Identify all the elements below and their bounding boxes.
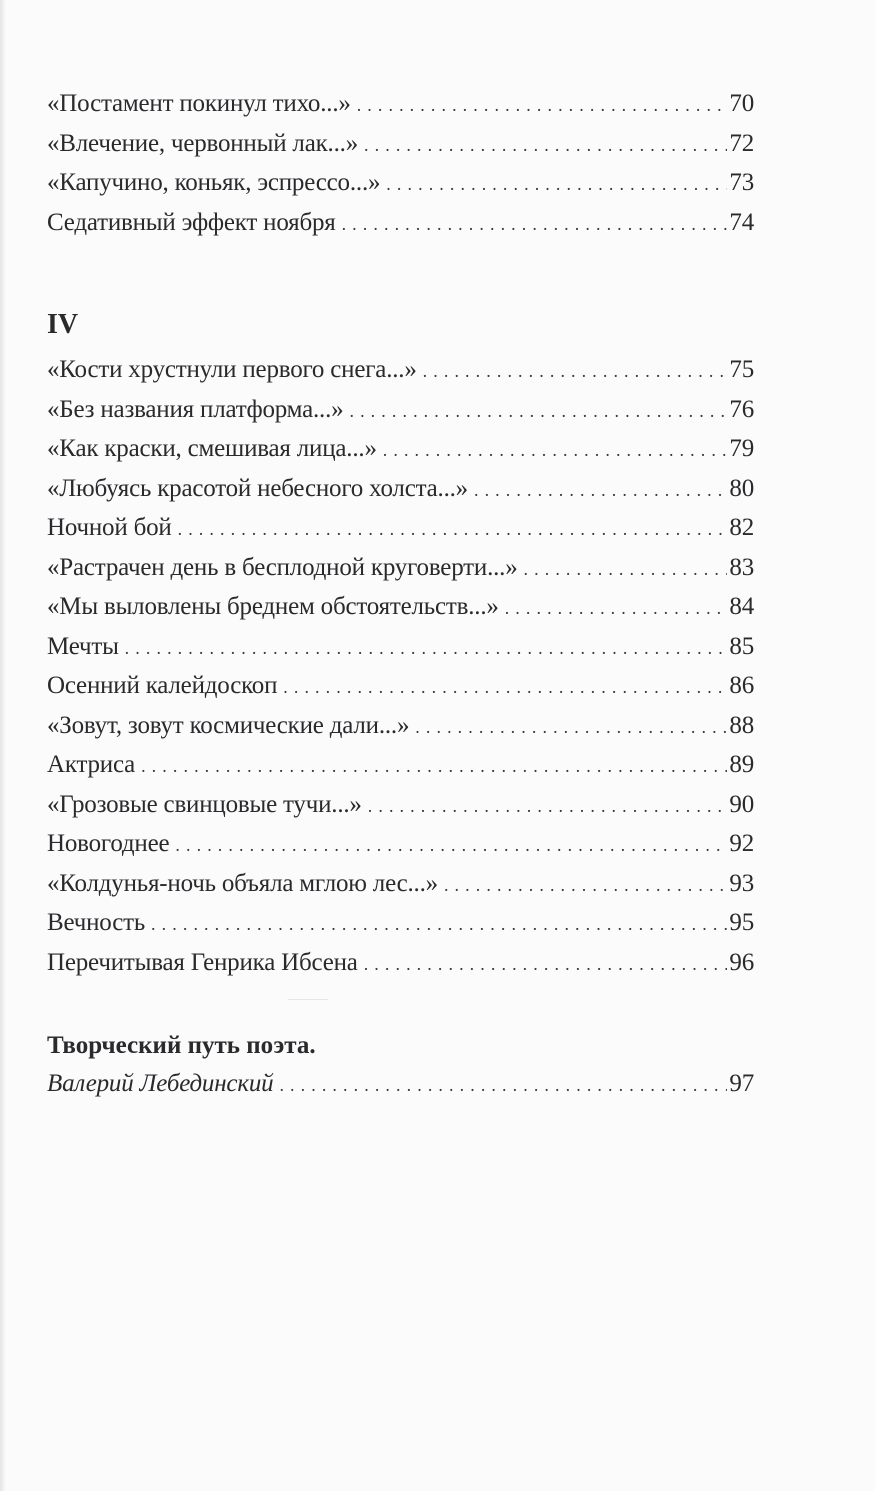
dot-leader — [283, 668, 727, 708]
toc-entry — [47, 666, 754, 706]
entry-page: 73 — [729, 169, 754, 196]
entry-page: 80 — [729, 474, 754, 502]
entry-title: «Влечение, червонный лак...» — [47, 129, 359, 157]
entry-title: «Грозовые свинцовые тучи...» — [47, 790, 362, 818]
dot-leader — [279, 1066, 727, 1106]
entry-page: 92 — [729, 830, 754, 857]
toc-entry — [47, 706, 754, 746]
essay-title: Творческий путь поэта. — [47, 1032, 316, 1059]
toc-entry — [47, 864, 754, 904]
entry-title: «Любуясь красотой небесного холста...» — [47, 474, 468, 502]
entry-page: 74 — [729, 208, 754, 236]
entry-title: Седативный эффект ноября — [47, 208, 336, 236]
toc-entry — [47, 469, 754, 509]
entry-page: 84 — [729, 593, 754, 620]
dot-leader — [368, 787, 728, 827]
dot-leader — [151, 905, 727, 945]
toc-essay — [47, 1028, 754, 1104]
toc-entry — [47, 903, 754, 943]
dot-leader — [415, 708, 727, 748]
dot-leader — [141, 747, 727, 787]
entry-title: «Кости хрустнули первого снега...» — [47, 356, 417, 383]
entry-title: «Постамент покинул тихо...» — [47, 90, 351, 117]
dot-leader — [357, 86, 728, 126]
toc-entry — [47, 785, 754, 825]
dot-leader — [178, 510, 728, 550]
toc-entry — [47, 429, 754, 469]
toc-entry — [47, 548, 754, 588]
divider — [288, 999, 328, 1000]
dot-leader — [125, 629, 728, 669]
dot-leader — [524, 550, 728, 590]
toc-entry — [47, 203, 754, 243]
entry-page: 95 — [729, 909, 754, 936]
entry-title: «Растрачен день в бесплодной круговерти...» — [47, 553, 518, 581]
dot-leader — [342, 205, 728, 245]
dot-leader — [383, 431, 728, 471]
entry-page: 72 — [729, 129, 754, 157]
toc-entry — [47, 745, 754, 785]
page-edge-shadow — [0, 0, 6, 1491]
entry-page: 70 — [729, 90, 754, 117]
toc-entry — [47, 1064, 754, 1104]
entry-page: 93 — [729, 869, 754, 897]
entry-page: 86 — [729, 672, 754, 699]
toc-entry — [47, 587, 754, 627]
entry-page: 90 — [729, 790, 754, 818]
entry-page: 85 — [729, 632, 754, 660]
section-heading: IV — [47, 309, 79, 340]
entry-page: 79 — [729, 435, 754, 462]
entry-page: 88 — [729, 711, 754, 739]
entry-title: «Как краски, смешивая лица...» — [47, 435, 377, 462]
entry-page: 97 — [729, 1070, 754, 1097]
entry-title: Осенний калейдоскоп — [47, 672, 278, 699]
toc-entry — [47, 84, 754, 124]
entry-title: «Мы выловлены бреднем обстоятельств...» — [47, 593, 499, 620]
toc-entry — [47, 508, 754, 548]
toc-entry — [47, 124, 754, 164]
toc-block-continued — [47, 84, 754, 242]
dot-leader — [474, 471, 727, 511]
dot-leader — [364, 945, 728, 985]
entry-page: 96 — [729, 948, 754, 976]
toc-entry — [47, 824, 754, 864]
essay-author: Валерий Лебединский — [47, 1070, 274, 1097]
entry-page: 75 — [729, 356, 754, 383]
toc-section-iv — [47, 303, 754, 982]
toc-entry — [47, 350, 754, 390]
dot-leader — [349, 392, 727, 432]
dot-leader — [175, 826, 727, 866]
toc-entry — [47, 390, 754, 430]
dot-leader — [364, 126, 727, 166]
entry-title: «Зовут, зовут космические дали...» — [47, 711, 410, 739]
entry-title: Перечитывая Генрика Ибсена — [47, 948, 358, 976]
entry-title: «Без названия платформа...» — [47, 395, 344, 423]
entry-title: Мечты — [47, 632, 119, 660]
entry-title: Новогоднее — [47, 830, 170, 857]
entry-page: 76 — [729, 395, 754, 423]
entry-title: «Капучино, коньяк, эспрессо...» — [47, 169, 381, 196]
entry-title: Ночной бой — [47, 514, 172, 541]
dot-leader — [505, 589, 728, 629]
entry-title: Актриса — [47, 751, 136, 778]
entry-page: 83 — [729, 553, 754, 581]
toc-entry — [47, 943, 754, 983]
entry-page: 89 — [729, 751, 754, 778]
entry-title: Вечность — [47, 909, 146, 936]
toc-entry — [47, 627, 754, 667]
dot-leader — [444, 866, 727, 906]
dot-leader — [423, 352, 728, 392]
dot-leader — [386, 165, 727, 205]
entry-title: «Колдунья-ночь объяла мглою лес...» — [47, 869, 438, 897]
toc-entry — [47, 163, 754, 203]
entry-page: 82 — [729, 514, 754, 541]
